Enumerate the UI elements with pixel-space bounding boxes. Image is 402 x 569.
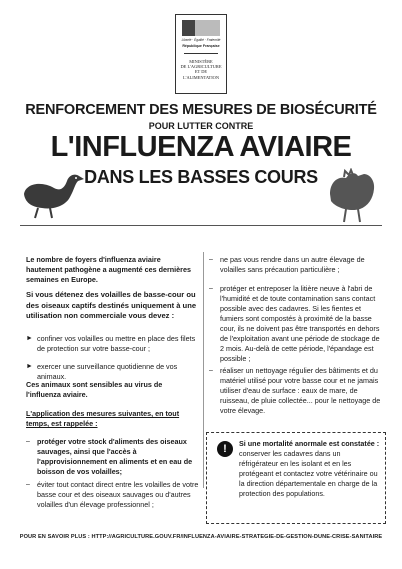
intro-text: Le nombre de foyers d'influenza aviaire hautement pathogène a augmenté ces dernières semaines en Europe. [26,255,191,284]
bullet-cleaning: – réaliser un nettoyage régulier des bâtiments et du matériel utilisé pour votre basse cour et ne jamais utiliser d'eau de surface : eaux de mare, de ruisseau, de pluie collectée... pour le nettoyage de votre élevage. [209,366,381,415]
footer-url[interactable]: HTTP://AGRICULTURE.GOUV.FR/INFLUENZA-AVIAIRE-STRATEGIE-DE-GESTION-DUNE-CRISE-SANITAIRE [91,534,383,540]
column-separator [203,252,204,488]
bullet-dash-icon: – [209,367,213,374]
logo-motto: Liberté · Égalité · Fraternité [181,38,221,42]
warning-icon: ! [217,441,233,457]
title-main: L'INFLUENZA AVIAIRE [50,131,352,163]
bullet-avoid-contact: – éviter tout contact direct entre les volailles de votre basse cour et des oiseaux sauvages ou d'autres volailles d'un élevage professionnel ; [26,480,199,509]
logo-ministry: MINISTÈRE DE L'AGRICULTURE ET DE L'ALIMENTATION [180,59,222,80]
bullet-arrow-icon: ► [26,363,33,370]
chicken-illustration [320,168,382,224]
title-line-2: POUR LUTTER CONTRE [148,121,254,131]
bullet-surveillance: ► exercer une surveillance quotidienne de vos animaux. [26,362,178,381]
header-divider [20,225,382,226]
marianne-flag-icon [182,20,220,36]
ministry-logo [175,14,227,94]
logo-republic: République Française [182,44,220,48]
bullet-confine: ► confiner vos volailles ou mettre en place des filets de protection sur votre basse-cour ; [26,334,196,353]
sensitive-text: Ces animaux sont sensibles au virus de l'influenza aviaire. [26,380,163,399]
footer-link [0,534,402,540]
owners-paragraph: Si vous détenez des volailles de basse-cour ou des oiseaux captifs destinés uniquement à une utilisation non commerciale vous devez : [26,290,197,320]
bullet-dash-icon: – [209,285,213,292]
logo-divider [184,53,218,54]
title-line-1: RENFORCEMENT DES MESURES DE BIOSÉCURITÉ [25,102,377,118]
bullet-arrow-icon: ► [26,335,33,342]
mortality-alert-box [206,432,386,524]
left-column [26,255,198,285]
footer-label: POUR EN SAVOIR PLUS : [19,534,90,540]
bullet-litter: – protéger et entreposer la litière neuve à l'abri de l'humidité et de toute contamination sans contact possible avec des cadavres. Si les fientes et fumiers sont compostés à proximité de la basse cour, ils ne doivent pas être transportés en dehors de l'exploitation avant une période de stockage de 2 mois. Au-delà de cette période, l'épandage est possible ; [209,284,380,363]
alert-text: Si une mortalité anormale est constatée : conserver les cadavres dans un réfrigérateur en les isolant et en les protégeant et contactez votre vétérinaire ou la direction départementale en charge de la protection des populations. [239,439,380,498]
bullet-dash-icon: – [26,481,30,488]
application-text: L'application des mesures suivantes, en tout temps, est rappelée : [26,409,180,428]
duck-illustration [20,170,88,222]
bullet-no-visit: – ne pas vous rendre dans un autre élevage de volailles sans précaution particulière ; [209,255,365,274]
bullet-protect-stock: – protéger votre stock d'aliments des oiseaux sauvages, ainsi que l'accès à l'approvisionnement en aliments et en eau de boisson de vos volailles; [26,437,193,476]
bullet-dash-icon: – [209,256,213,263]
bullet-dash-icon: – [26,438,30,445]
title-line-4: DANS LES BASSES COURS [84,167,318,187]
